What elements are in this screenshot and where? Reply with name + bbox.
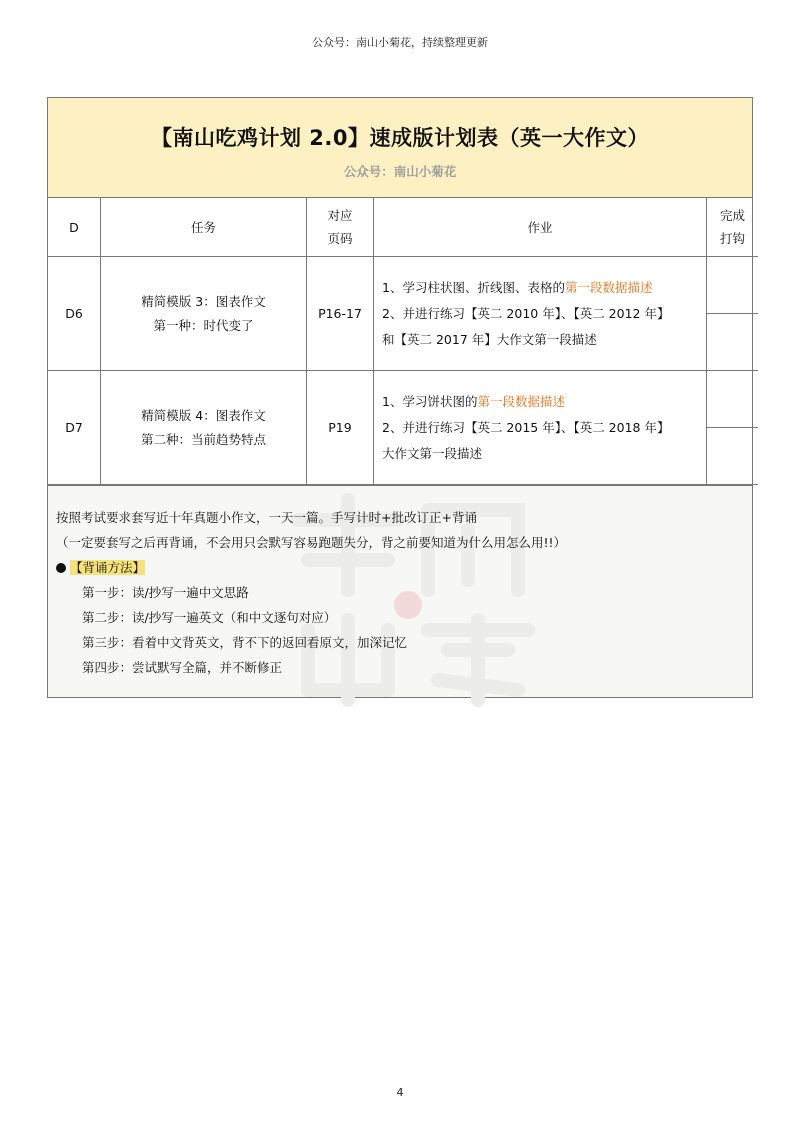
- header-page-line2: 页码: [327, 231, 353, 246]
- task-line2: 第二种：当前趋势特点: [140, 431, 266, 447]
- homework-line2: 2、并进行练习【英二 2010 年】、【英二 2012 年】: [382, 305, 670, 321]
- homework-text: 1、学习饼状图的: [382, 393, 478, 409]
- header-done-line2: 打钩: [719, 231, 745, 246]
- header-done: [707, 198, 759, 257]
- row-homework: [374, 371, 707, 485]
- row-task: [101, 371, 307, 485]
- header-note: 公众号：南山小菊花，持续整理更新: [312, 36, 488, 49]
- notes-line2: （一定要套写之后再背诵，不会用只会默写容易跑题失分，背之前要知道为什么用怎么用!!）: [56, 535, 567, 550]
- title-block: [48, 98, 752, 198]
- row-homework: [374, 257, 707, 371]
- header-task: 任务: [101, 198, 307, 257]
- method-step: 第三步：看着中文背英文，背不下的返回看原文，加深记忆: [82, 635, 408, 650]
- row-page: P16-17: [307, 257, 374, 371]
- homework-line2: 2、并进行练习【英二 2015 年】、【英二 2018 年】: [382, 419, 670, 435]
- notes-section: [48, 485, 752, 697]
- header-done-line1: 完成: [719, 208, 745, 223]
- table-row: [48, 371, 758, 428]
- schedule-table: [48, 198, 758, 485]
- homework-line3: 和【英二 2017 年】大作文第一段描述: [382, 331, 597, 347]
- done-checkbox-cell[interactable]: [707, 371, 759, 428]
- method-step: 第四步：尝试默写全篇，并不断修正: [82, 660, 283, 675]
- homework-text: 1、学习柱状图、折线图、表格的: [382, 279, 565, 295]
- homework-highlight: 第一段数据描述: [477, 393, 565, 409]
- page-subtitle: 公众号：南山小菊花: [343, 164, 457, 179]
- header-day: D: [48, 198, 101, 257]
- done-checkbox-cell[interactable]: [707, 314, 759, 371]
- header-page-line1: 对应: [327, 208, 353, 223]
- method-step: 第二步：读/抄写一遍英文（和中文逐句对应）: [82, 610, 337, 625]
- row-day: D7: [48, 371, 101, 485]
- header-page: [307, 198, 374, 257]
- page-number: 4: [396, 1086, 404, 1099]
- task-line1: 精简模版 4：图表作文: [141, 407, 266, 423]
- homework-line3: 大作文第一段描述: [382, 445, 483, 461]
- done-checkbox-cell[interactable]: [707, 257, 759, 314]
- row-page: P19: [307, 371, 374, 485]
- bullet-icon: [56, 563, 66, 573]
- page-title: 【南山吃鸡计划 2.0】速成版计划表（英一大作文）: [150, 126, 649, 150]
- method-step: 第一步：读/抄写一遍中文思路: [82, 585, 249, 600]
- row-day: D6: [48, 257, 101, 371]
- method-title-text: 【背诵方法】: [70, 560, 146, 575]
- task-line2: 第一种：时代变了: [153, 317, 254, 333]
- table-header-row: [48, 198, 758, 257]
- method-title: [56, 555, 752, 580]
- row-task: [101, 257, 307, 371]
- table-row: [48, 257, 758, 314]
- header-homework: 作业: [374, 198, 707, 257]
- notes-line1: 按照考试要求套写近十年真题小作文，一天一篇。手写计时+批改订正+背诵: [56, 510, 477, 525]
- homework-line1: [382, 275, 698, 301]
- done-checkbox-cell[interactable]: [707, 428, 759, 485]
- homework-highlight: 第一段数据描述: [564, 279, 653, 295]
- plan-table: [47, 97, 753, 698]
- homework-line1: [382, 389, 698, 415]
- task-line1: 精简模版 3：图表作文: [141, 293, 266, 309]
